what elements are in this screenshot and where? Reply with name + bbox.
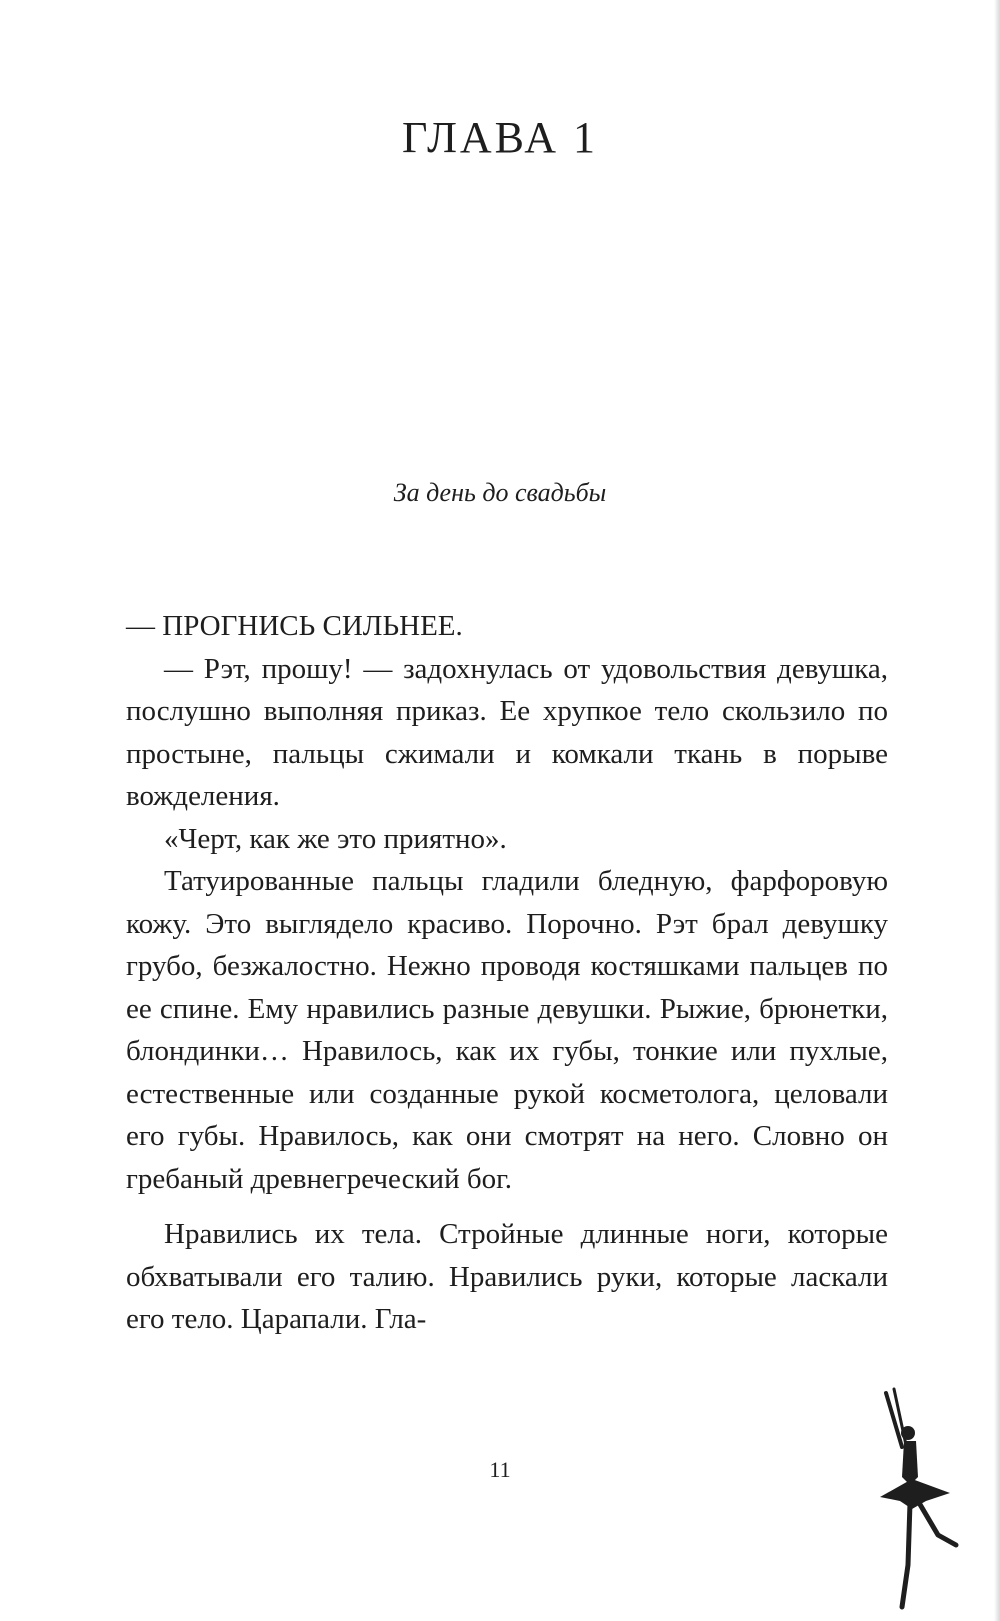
paragraph: — ПРОГНИСЬ СИЛЬНЕЕ. [126,610,463,642]
page-number: 11 [489,1457,511,1482]
paragraph: «Черт, как же это приятно». [164,822,507,855]
paragraph: — Рэт, прошу! — задохнулась от удовольствия девушка, послушно выполняя приказ. Ее хрупкое тело скользило по простыне, пальцы сжимали и комкали ткань в порыве вожделения. [126,652,888,812]
body-text [126,605,888,1341]
chapter-title: ГЛАВА 1 [401,113,599,162]
page-edge-shadow [994,0,1000,1621]
epigraph: За день до свадьбы [393,478,607,507]
paragraph: Татуированные пальцы гладили бледную, фарфоровую кожу. Это выглядело красиво. Порочно. Рэт брал девушку грубо, безжалостно. Нежно проводя костяшками пальцев по ее спине. Ему нравились разные девушки. Рыжие, брюнетки, блондинки… Нравилось, как их губы, тонкие или пухлые, естественные или созданные рукой косметолога, целовали его губы. Нравилось, как они смотрят на него. Словно он гребаный древнегреческий бог. [126,865,888,1195]
paragraph: Нравились их тела. Стройные длинные ноги, которые обхватывали его талию. Нравились руки, которые ласкали его тело. Царапали. Гла- [126,1218,888,1335]
ballerina-icon [872,1385,962,1615]
